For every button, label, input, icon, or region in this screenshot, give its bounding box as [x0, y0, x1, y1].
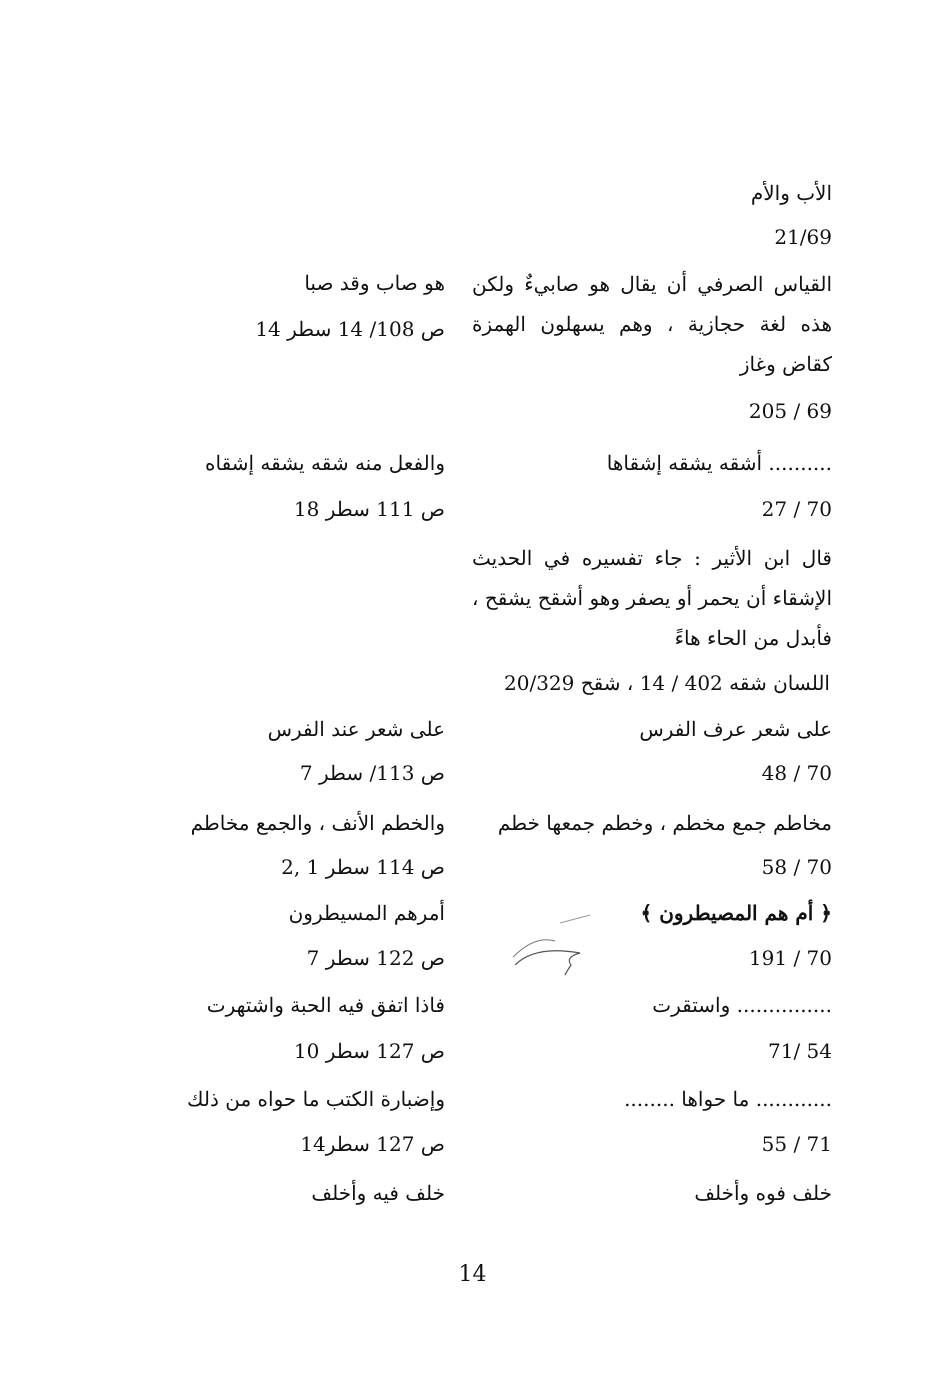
- correction-reference: ص 127 سطر14: [300, 1132, 445, 1156]
- entry-reference: 21/69: [774, 225, 832, 249]
- page-number: 14: [458, 1262, 487, 1287]
- correction-text: خلف فيه وأخلف: [311, 1181, 445, 1205]
- quran-quote: ﴿ أم هم المصيطرون ﴾: [640, 901, 832, 925]
- entry-reference: 27 / 70: [761, 497, 832, 521]
- correction-reference: ص 111 سطر 18: [293, 497, 445, 521]
- entry-text: القياس الصرفي أن يقال هو صابيءٌ ولكن هذه لغة حجازية ، وهم يسهلون الهمزة كقاض وغاز: [472, 272, 832, 376]
- entry-text: ............ ما حواها ........: [624, 1087, 832, 1111]
- entry-reference: 71/ 54: [768, 1039, 832, 1063]
- correction-reference: ص 122 سطر 7: [306, 946, 445, 970]
- entry-reference: 58 / 70: [761, 855, 832, 879]
- correction-reference: ص 127 سطر 10: [293, 1039, 445, 1063]
- entry-reference: 205 / 69: [748, 399, 832, 423]
- entry-reference: 55 / 71: [761, 1132, 832, 1156]
- correction-text: فاذا اتفق فيه الحبة واشتهرت: [206, 993, 445, 1017]
- correction-reference: ص 113/ سطر 7: [299, 761, 445, 785]
- entry-citation: اللسان شقه 402 / 14 ، شقح 20/329: [504, 671, 830, 695]
- entry-text: خلف فوه وأخلف: [694, 1181, 832, 1205]
- correction-text: وإضبارة الكتب ما حواه من ذلك: [187, 1087, 445, 1111]
- entry-heading: الأب والأم: [750, 181, 832, 205]
- correction-text: أمرهم المسيطرون: [288, 901, 445, 925]
- entry-reference: 48 / 70: [761, 761, 832, 785]
- correction-text: والفعل منه شقه يشقه إشقاه: [205, 451, 445, 475]
- entry-text: مخاطم جمع مخطم ، وخطم جمعها خطم: [497, 811, 832, 835]
- entry-text: على شعر عرف الفرس: [639, 717, 832, 741]
- correction-text: على شعر عند الفرس: [267, 717, 445, 741]
- correction-reference: ص 108/ 14 سطر 14: [255, 317, 445, 341]
- correction-text: والخطم الأنف ، والجمع مخاطم: [190, 811, 445, 835]
- entry-reference: 191 / 70: [748, 946, 832, 970]
- entry-text: ............... واستقرت: [652, 993, 832, 1017]
- entry-text: .......... أشقه يشقه إشقاها: [606, 451, 832, 475]
- entry-commentary: قال ابن الأثير : جاء تفسيره في الحديث الإشقاء أن يحمر أو يصفر وهو أشقح يشقح ، فأبدل من الحاء هاءً: [472, 546, 832, 650]
- correction-reference: ص 114 سطر 1 ,2: [281, 855, 445, 879]
- correction-text: هو صاب وقد صبا: [304, 271, 445, 295]
- pen-scribble-icon: [505, 905, 615, 980]
